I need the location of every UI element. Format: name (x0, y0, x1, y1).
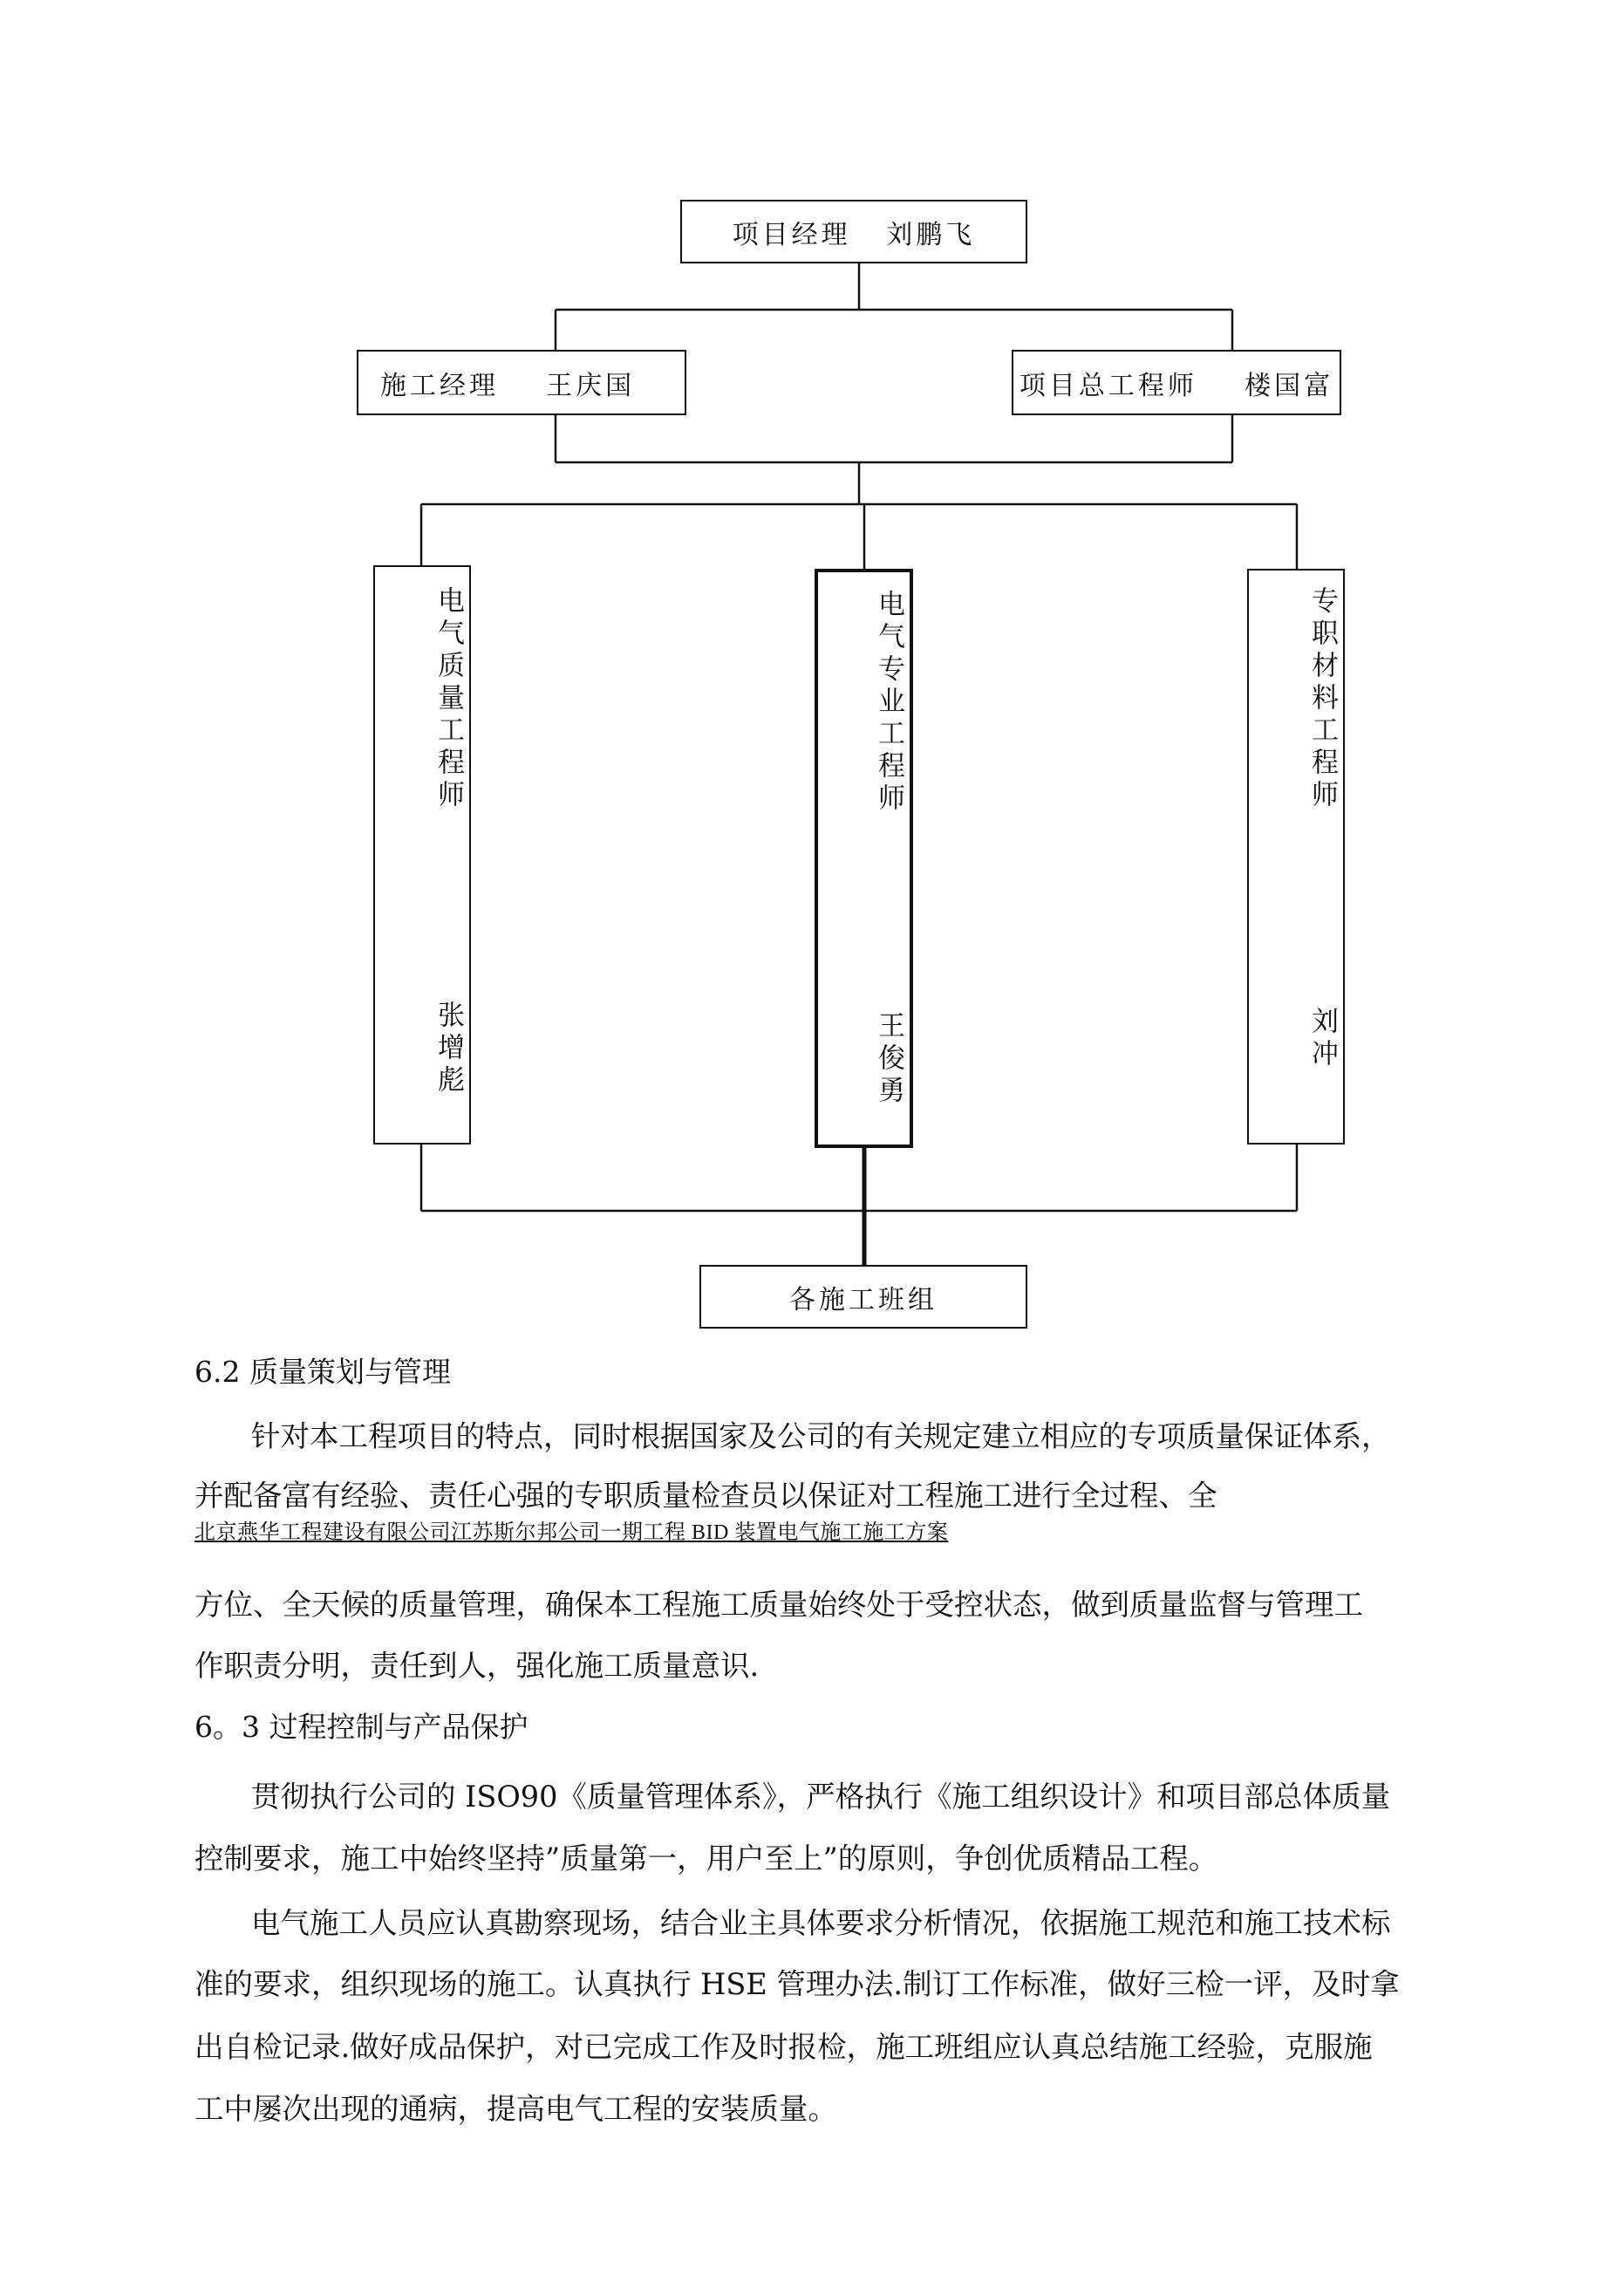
chief-engineer-box (1012, 350, 1341, 415)
section-6-2-heading: 6.2 质量策划与管理 (194, 1355, 451, 1389)
quality-engineer-title: 电气质量工程师 (433, 586, 464, 812)
section-6-3-para2-line3: 出自检记录.做好成品保护，对已完成工作及时报检，施工班组应认真总结施工经验，克服施 (194, 2030, 1373, 2064)
continuation-line1: 方位、全天候的质量管理，确保本工程施工质量始终处于受控状态，做到质量监督与管理工 (194, 1588, 1363, 1622)
section-6-3-para2-line1: 电气施工人员应认真勘察现场，结合业主具体要求分析情况，依据施工规范和施工技术标 (251, 1906, 1391, 1940)
section-6-2-para1-line1: 针对本工程项目的特点，同时根据国家及公司的有关规定建立相应的专项质量保证体系， (251, 1419, 1391, 1453)
section-6-3-heading: 6。3 过程控制与产品保护 (194, 1710, 528, 1744)
specialty-engineer-name: 王俊勇 (873, 1011, 904, 1108)
quality-engineer-name: 张增彪 (433, 1001, 464, 1097)
teams-box (699, 1265, 1027, 1329)
section-6-3-para2-line4: 工中屡次出现的通病，提高电气工程的安装质量。 (194, 2092, 837, 2126)
specialty-engineer-title: 电气专业工程师 (873, 590, 904, 816)
continuation-line2: 作职责分明，责任到人，强化施工质量意识. (194, 1649, 760, 1683)
specialty-engineer-box (815, 569, 913, 1148)
page-footer: 北京燕华工程建设有限公司江苏斯尔邦公司一期工程 BID 装置电气施工施工方案 (194, 1521, 949, 1544)
section-6-2-para1-line2: 并配备富有经验、责任心强的专职质量检查员以保证对工程施工进行全过程、全 (194, 1479, 1217, 1513)
section-6-3-para1-line2: 控制要求，施工中始终坚持”质量第一，用户至上”的原则，争创优质精品工程。 (194, 1842, 1218, 1876)
quality-engineer-box (373, 565, 471, 1145)
construction-manager-box (357, 350, 686, 415)
section-6-3-para2-line2: 准的要求，组织现场的施工。认真执行 HSE 管理办法.制订工作标准，做好三检一评，及时拿 (194, 1967, 1400, 2001)
construction-manager-label: 施工经理 王庆国 (380, 370, 636, 401)
project-manager-label: 项目经理 刘鹏飞 (732, 219, 976, 250)
teams-label: 各施工班组 (789, 1284, 938, 1315)
chief-engineer-label: 项目总工程师 楼国富 (1019, 370, 1334, 401)
materials-engineer-name: 刘冲 (1306, 1007, 1338, 1071)
materials-engineer-title: 专职材料工程师 (1306, 586, 1338, 812)
materials-engineer-box (1247, 569, 1345, 1145)
section-6-3-para1-line1: 贯彻执行公司的 ISO90《质量管理体系》，严格执行《施工组织设计》和项目部总体质量 (251, 1780, 1391, 1814)
project-manager-box (680, 200, 1027, 263)
